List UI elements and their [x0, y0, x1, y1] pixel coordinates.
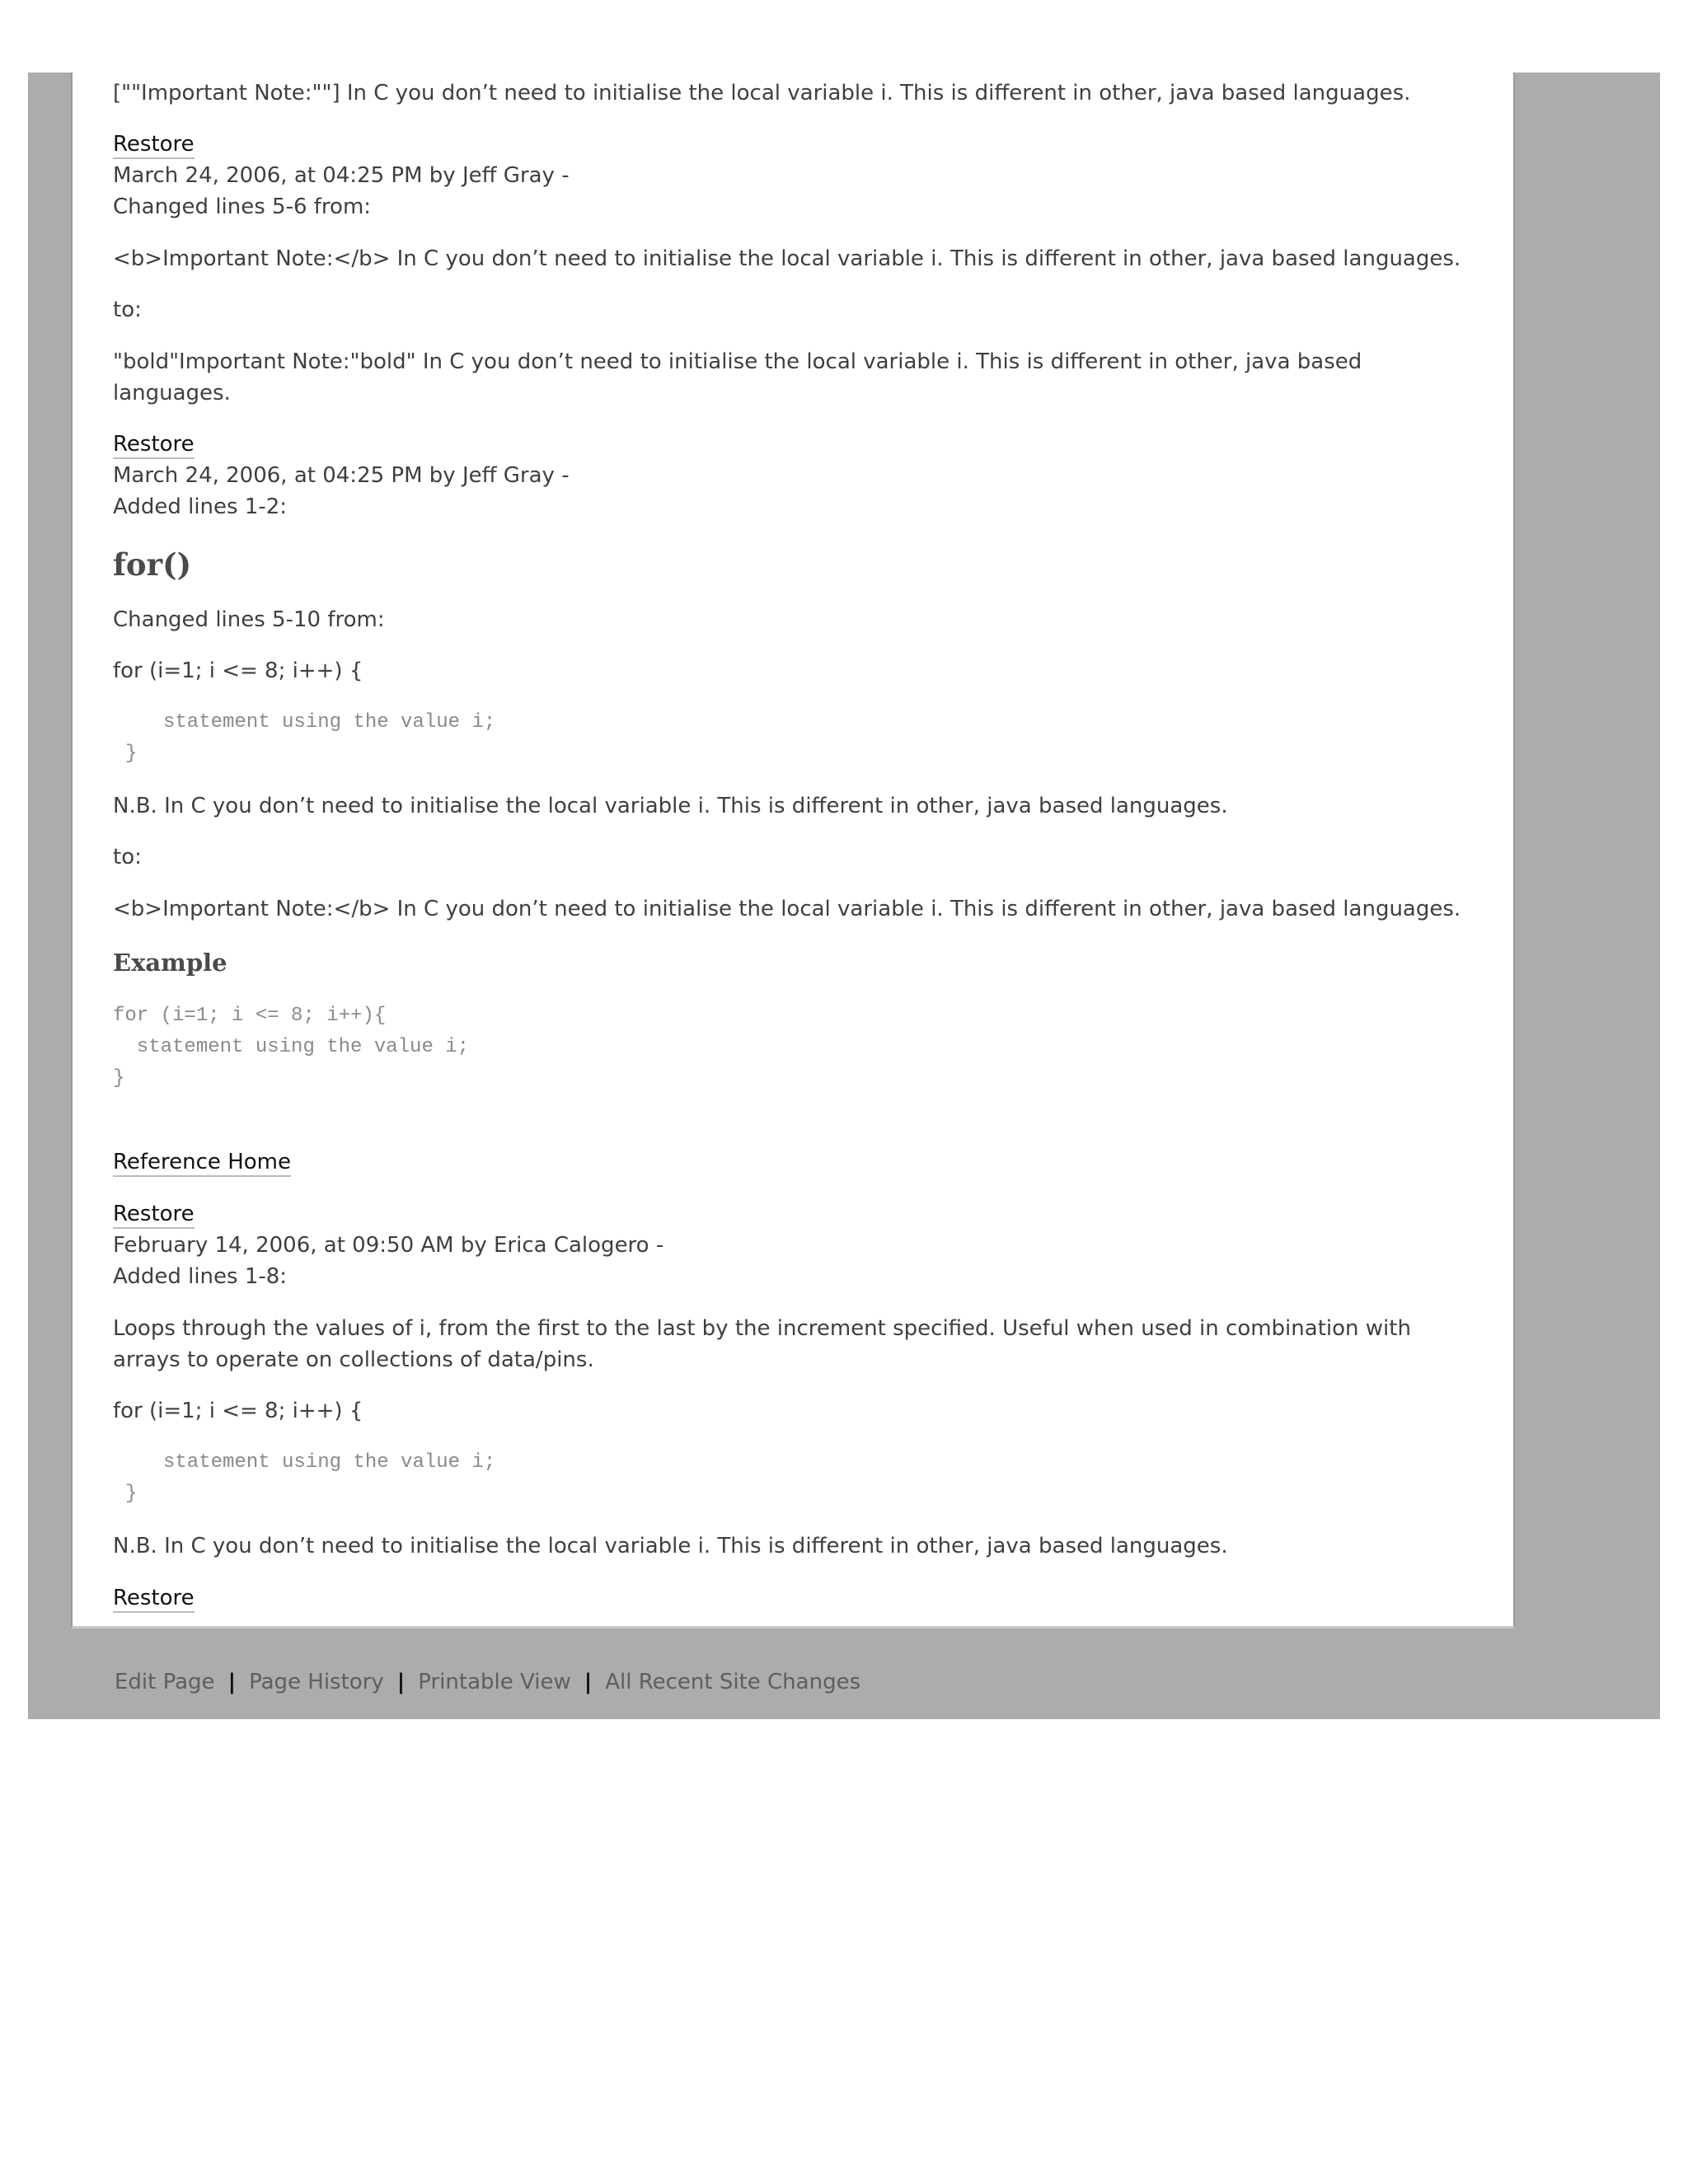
- change-summary: Added lines 1-8:: [113, 1264, 288, 1289]
- footer-separator: |: [227, 1670, 237, 1694]
- change-summary: Added lines 1-2:: [113, 494, 288, 519]
- revision-meta: March 24, 2006, at 04:25 PM by Jeff Gray -: [113, 163, 570, 188]
- restore-link[interactable]: Restore: [113, 432, 195, 459]
- restore-link-wrapper: [113, 429, 195, 460]
- to-label: to:: [113, 298, 142, 322]
- change-summary: Changed lines 5-6 from:: [113, 194, 372, 219]
- restore-link[interactable]: Restore: [113, 132, 195, 159]
- description-paragraph: Loops through the values of i, from the first to the last by the increment specified. Useful when used in combination with arrays to operate on collections of data/pins.: [113, 1316, 1411, 1372]
- all-recent-site-changes-link[interactable]: All Recent Site Changes: [605, 1670, 861, 1694]
- code-close-brace: }: [125, 743, 138, 765]
- footer-nav: [115, 1666, 860, 1698]
- example-heading: Example: [113, 949, 227, 977]
- diff-to-line: <b>Important Note:</b> In C you don’t need to initialise the local variable i. This is different in other, java based languages.: [113, 897, 1461, 921]
- diff-line: [""Important Note:""] In C you don’t need to initialise the local variable i. This is different in other, java based languages.: [113, 81, 1411, 105]
- code-text-line: for (i=1; i <= 8; i++) {: [113, 658, 363, 683]
- note-line: N.B. In C you don’t need to initialise the local variable i. This is different in other, java based languages.: [113, 1534, 1228, 1558]
- page-history-link[interactable]: Page History: [249, 1670, 384, 1694]
- code-close-brace: }: [125, 1483, 138, 1505]
- code-text-line: for (i=1; i <= 8; i++) {: [113, 1399, 363, 1423]
- code-statement: statement using the value i;: [163, 1451, 496, 1474]
- reference-link-wrapper: [113, 1146, 291, 1178]
- diff-from-line: <b>Important Note:</b> In C you don’t need to initialise the local variable i. This is different in other, java based languages.: [113, 246, 1461, 271]
- restore-link[interactable]: Restore: [113, 1586, 195, 1613]
- edit-page-link[interactable]: Edit Page: [115, 1670, 215, 1694]
- diff-to-line: "bold"Important Note:"bold" In C you don’t need to initialise the local variable i. This is different in other, java based languages.: [113, 349, 1362, 405]
- reference-home-link[interactable]: Reference Home: [113, 1150, 291, 1177]
- code-statement: statement using the value i;: [163, 711, 496, 733]
- restore-link-wrapper: [113, 129, 195, 160]
- restore-link-wrapper: [113, 1582, 195, 1614]
- footer-separator: |: [396, 1670, 406, 1694]
- example-code-block: for (i=1; i <= 8; i++){ statement using the value i; }: [113, 1005, 470, 1090]
- to-label: to:: [113, 845, 142, 869]
- footer-separator: |: [584, 1670, 593, 1694]
- revision-meta: March 24, 2006, at 04:25 PM by Jeff Gray -: [113, 463, 570, 488]
- revision-meta: February 14, 2006, at 09:50 AM by Erica Calogero -: [113, 1233, 664, 1258]
- restore-link-wrapper: [113, 1198, 195, 1230]
- section-heading: for(): [113, 546, 192, 583]
- printable-view-link[interactable]: Printable View: [418, 1670, 571, 1694]
- restore-link[interactable]: Restore: [113, 1202, 195, 1229]
- note-line: N.B. In C you don’t need to initialise the local variable i. This is different in other, java based languages.: [113, 794, 1228, 818]
- change-summary: Changed lines 5-10 from:: [113, 607, 385, 632]
